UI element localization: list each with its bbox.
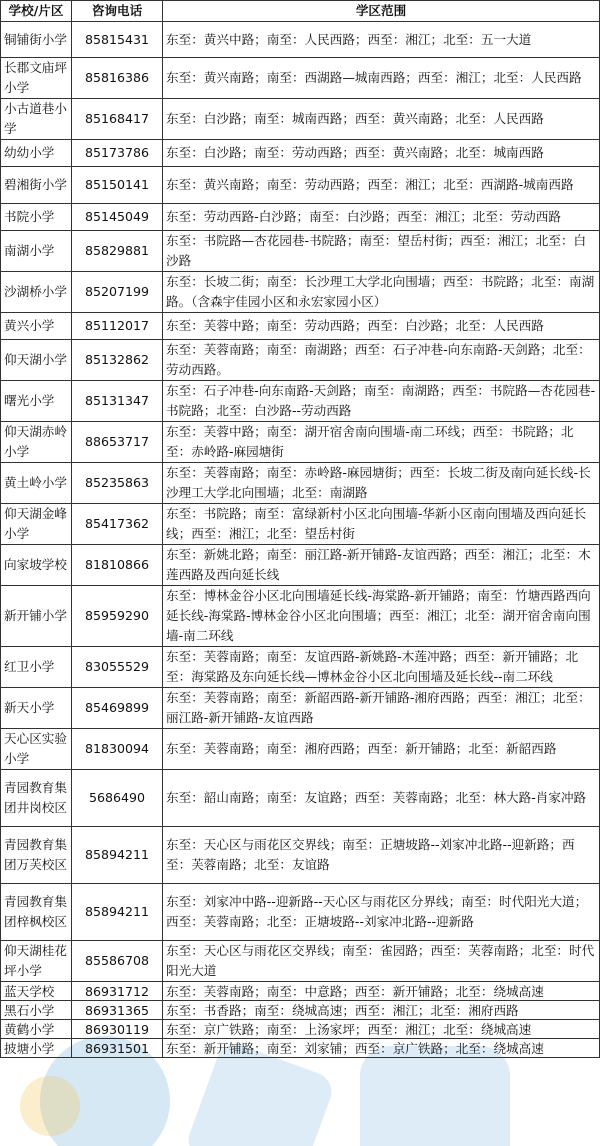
phone-cell: 85816386 bbox=[72, 58, 163, 99]
phone-cell: 86931365 bbox=[72, 1001, 163, 1020]
phone-cell: 85586708 bbox=[72, 941, 163, 982]
scope-cell: 东至：长坡二街；南至：长沙理工大学北向围墙；西至：书院路；北至：南湖路。（含森宇佳园小区和永宏家园小区） bbox=[163, 272, 600, 313]
table-row bbox=[1, 941, 600, 982]
scope-cell: 东至：芙蓉中路；南至：湖开宿舍南向围墙-南二环线；西至：书院路；北至：赤岭路-麻园塘街 bbox=[163, 422, 600, 463]
table-body bbox=[1, 22, 600, 1058]
table-row bbox=[1, 422, 600, 463]
table-row bbox=[1, 1020, 600, 1039]
phone-cell: 88653717 bbox=[72, 422, 163, 463]
table-row bbox=[1, 140, 600, 167]
table-row bbox=[1, 167, 600, 204]
phone-cell: 85235863 bbox=[72, 463, 163, 504]
phone-cell: 85815431 bbox=[72, 22, 163, 58]
table-row bbox=[1, 463, 600, 504]
scope-cell: 东至：芙蓉南路；南至：湘府西路；西至：新开铺路；北至：新韶西路 bbox=[163, 729, 600, 770]
phone-cell: 85829881 bbox=[72, 231, 163, 272]
phone-cell: 86930119 bbox=[72, 1020, 163, 1039]
phone-cell: 83055529 bbox=[72, 647, 163, 688]
scope-cell: 东至：天心区与雨花区交界线；南至：雀园路；西至：芙蓉南路；北至：时代阳光大道 bbox=[163, 941, 600, 982]
header-phone: 咨询电话 bbox=[72, 1, 163, 22]
scope-cell: 东至：白沙路；南至：城南西路；西至：黄兴南路；北至：人民西路 bbox=[163, 99, 600, 140]
scope-cell: 东至：书院路；南至：富绿新村小区北向围墙-华新小区南向围墙及西向延长线；西至：湘江；北至：望岳村街 bbox=[163, 504, 600, 545]
table-row bbox=[1, 729, 600, 770]
phone-cell: 85417362 bbox=[72, 504, 163, 545]
school-cell: 铜铺街小学 bbox=[1, 22, 72, 58]
school-cell: 沙湖桥小学 bbox=[1, 272, 72, 313]
scope-cell: 东至：芙蓉南路；南至：友谊西路-新姚路-木莲冲路；西至：新开铺路；北至：海棠路及东向延长线—博林金谷小区北向围墙及延长线--南二环线 bbox=[163, 647, 600, 688]
header-scope: 学区范围 bbox=[163, 1, 600, 22]
table-row bbox=[1, 504, 600, 545]
scope-cell: 东至：书院路—杏花园巷-书院路；南至：望岳村街；西至：湘江；北至：白沙路 bbox=[163, 231, 600, 272]
table-row bbox=[1, 313, 600, 340]
school-cell: 小古道巷小学 bbox=[1, 99, 72, 140]
table-row bbox=[1, 827, 600, 884]
table-row bbox=[1, 58, 600, 99]
scope-cell: 东至：芙蓉南路；南至：新韶西路-新开铺路-湘府西路；西至：湘江；北至：丽江路-新开铺路-友谊西路 bbox=[163, 688, 600, 729]
school-cell: 幼幼小学 bbox=[1, 140, 72, 167]
scope-cell: 东至：韶山南路；南至：友谊路；西至：芙蓉南路；北至：林大路-肖家冲路 bbox=[163, 770, 600, 827]
table-row bbox=[1, 340, 600, 381]
scope-cell: 东至：京广铁路；南至：上汤家坪；西至：湘江；北至：绕城高速 bbox=[163, 1020, 600, 1039]
phone-cell: 85959290 bbox=[72, 586, 163, 647]
scope-cell: 东至：刘家冲中路--迎新路--天心区与雨花区分界线；南至：时代阳光大道；西至：芙蓉南路；北至：正塘坡路--刘家冲北路--迎新路 bbox=[163, 884, 600, 941]
phone-cell: 81810866 bbox=[72, 545, 163, 586]
phone-cell: 86931501 bbox=[72, 1039, 163, 1058]
school-cell: 青园教育集团井岗校区 bbox=[1, 770, 72, 827]
scope-cell: 东至：芙蓉南路；南至：中意路；西至：新开铺路；北至：绕城高速 bbox=[163, 982, 600, 1001]
scope-cell: 东至：白沙路；南至：劳动西路；西至：黄兴南路；北至：城南西路 bbox=[163, 140, 600, 167]
table-row bbox=[1, 99, 600, 140]
table-row bbox=[1, 231, 600, 272]
scope-cell: 东至：黄兴南路；南至：劳动西路；西至：湘江；北至：西湖路-城南西路 bbox=[163, 167, 600, 204]
school-cell: 蓝天学校 bbox=[1, 982, 72, 1001]
table-row bbox=[1, 586, 600, 647]
phone-cell: 85173786 bbox=[72, 140, 163, 167]
school-cell: 红卫小学 bbox=[1, 647, 72, 688]
scope-cell: 东至：劳动西路-白沙路；南至：白沙路；西至：湘江；北至：劳动西路 bbox=[163, 204, 600, 231]
school-cell: 书院小学 bbox=[1, 204, 72, 231]
phone-cell: 85894211 bbox=[72, 884, 163, 941]
phone-cell: 85168417 bbox=[72, 99, 163, 140]
phone-cell: 85132862 bbox=[72, 340, 163, 381]
school-cell: 新天小学 bbox=[1, 688, 72, 729]
header-row bbox=[1, 1, 600, 22]
phone-cell: 85469899 bbox=[72, 688, 163, 729]
header-school: 学校/片区 bbox=[1, 1, 72, 22]
school-cell: 披塘小学 bbox=[1, 1039, 72, 1058]
school-cell: 曙光小学 bbox=[1, 381, 72, 422]
school-cell: 新开铺小学 bbox=[1, 586, 72, 647]
school-cell: 仰天湖金峰小学 bbox=[1, 504, 72, 545]
table-row bbox=[1, 22, 600, 58]
school-cell: 碧湘街小学 bbox=[1, 167, 72, 204]
phone-cell: 85131347 bbox=[72, 381, 163, 422]
scope-cell: 东至：新姚北路；南至：丽江路-新开铺路-友谊西路；西至：湘江；北至：木莲西路及西向延长线 bbox=[163, 545, 600, 586]
phone-cell: 85894211 bbox=[72, 827, 163, 884]
scope-cell: 东至：博林金谷小区北向围墙延长线-海棠路-新开铺路；南至：竹塘西路西向延长线-海棠路-博林金谷小区北向围墙；西至：湘江；北至：湖开宿舍南向围墙-南二环线 bbox=[163, 586, 600, 647]
table-row bbox=[1, 1001, 600, 1020]
school-cell: 黑石小学 bbox=[1, 1001, 72, 1020]
scope-cell: 东至：天心区与雨花区交界线；南至：正塘坡路--刘家冲北路--迎新路；西至：芙蓉南路；北至：友谊路 bbox=[163, 827, 600, 884]
school-cell: 仰天湖小学 bbox=[1, 340, 72, 381]
scope-cell: 东至：新开铺路；南至：刘家铺；西至：京广铁路；北至：绕城高速 bbox=[163, 1039, 600, 1058]
school-cell: 天心区实验小学 bbox=[1, 729, 72, 770]
school-cell: 仰天湖桂花坪小学 bbox=[1, 941, 72, 982]
school-cell: 南湖小学 bbox=[1, 231, 72, 272]
scope-cell: 东至：芙蓉南路；南至：赤岭路-麻园塘街；西至：长坡二街及南向延长线-长沙理工大学北向围墙；北至：南湖路 bbox=[163, 463, 600, 504]
scope-cell: 东至：黄兴南路；南至：西湖路—城南西路；西至：湘江；北至：人民西路 bbox=[163, 58, 600, 99]
phone-cell: 86931712 bbox=[72, 982, 163, 1001]
table-row bbox=[1, 381, 600, 422]
scope-cell: 东至：芙蓉南路；南至：南湖路；西至：石子冲巷-向东南路-天剑路；北至：劳动西路。 bbox=[163, 340, 600, 381]
scope-cell: 东至：芙蓉中路；南至：劳动西路；西至：白沙路；北至：人民西路 bbox=[163, 313, 600, 340]
school-cell: 仰天湖赤岭小学 bbox=[1, 422, 72, 463]
phone-cell: 85207199 bbox=[72, 272, 163, 313]
school-cell: 青园教育集团梓枫校区 bbox=[1, 884, 72, 941]
scope-cell: 东至：黄兴中路；南至：人民西路；西至：湘江；北至：五一大道 bbox=[163, 22, 600, 58]
table-row bbox=[1, 272, 600, 313]
phone-cell: 85145049 bbox=[72, 204, 163, 231]
table-row bbox=[1, 688, 600, 729]
school-cell: 向家坡学校 bbox=[1, 545, 72, 586]
phone-cell: 5686490 bbox=[72, 770, 163, 827]
school-cell: 青园教育集团万芙校区 bbox=[1, 827, 72, 884]
table-row bbox=[1, 1039, 600, 1058]
table-row bbox=[1, 204, 600, 231]
school-cell: 长郡文庙坪小学 bbox=[1, 58, 72, 99]
table-row bbox=[1, 647, 600, 688]
phone-cell: 85150141 bbox=[72, 167, 163, 204]
phone-cell: 85112017 bbox=[72, 313, 163, 340]
school-cell: 黄鹤小学 bbox=[1, 1020, 72, 1039]
table-row bbox=[1, 884, 600, 941]
table-row bbox=[1, 545, 600, 586]
phone-cell: 81830094 bbox=[72, 729, 163, 770]
table-row bbox=[1, 770, 600, 827]
school-cell: 黄兴小学 bbox=[1, 313, 72, 340]
table-row bbox=[1, 982, 600, 1001]
scope-cell: 东至：石子冲巷-向东南路-天剑路；南至：南湖路；西至：书院路—杏花园巷-书院路；北至：白沙路--劳动西路 bbox=[163, 381, 600, 422]
scope-cell: 东至：书香路；南至：绕城高速；西至：湘江；北至：湘府西路 bbox=[163, 1001, 600, 1020]
school-cell: 黄土岭小学 bbox=[1, 463, 72, 504]
